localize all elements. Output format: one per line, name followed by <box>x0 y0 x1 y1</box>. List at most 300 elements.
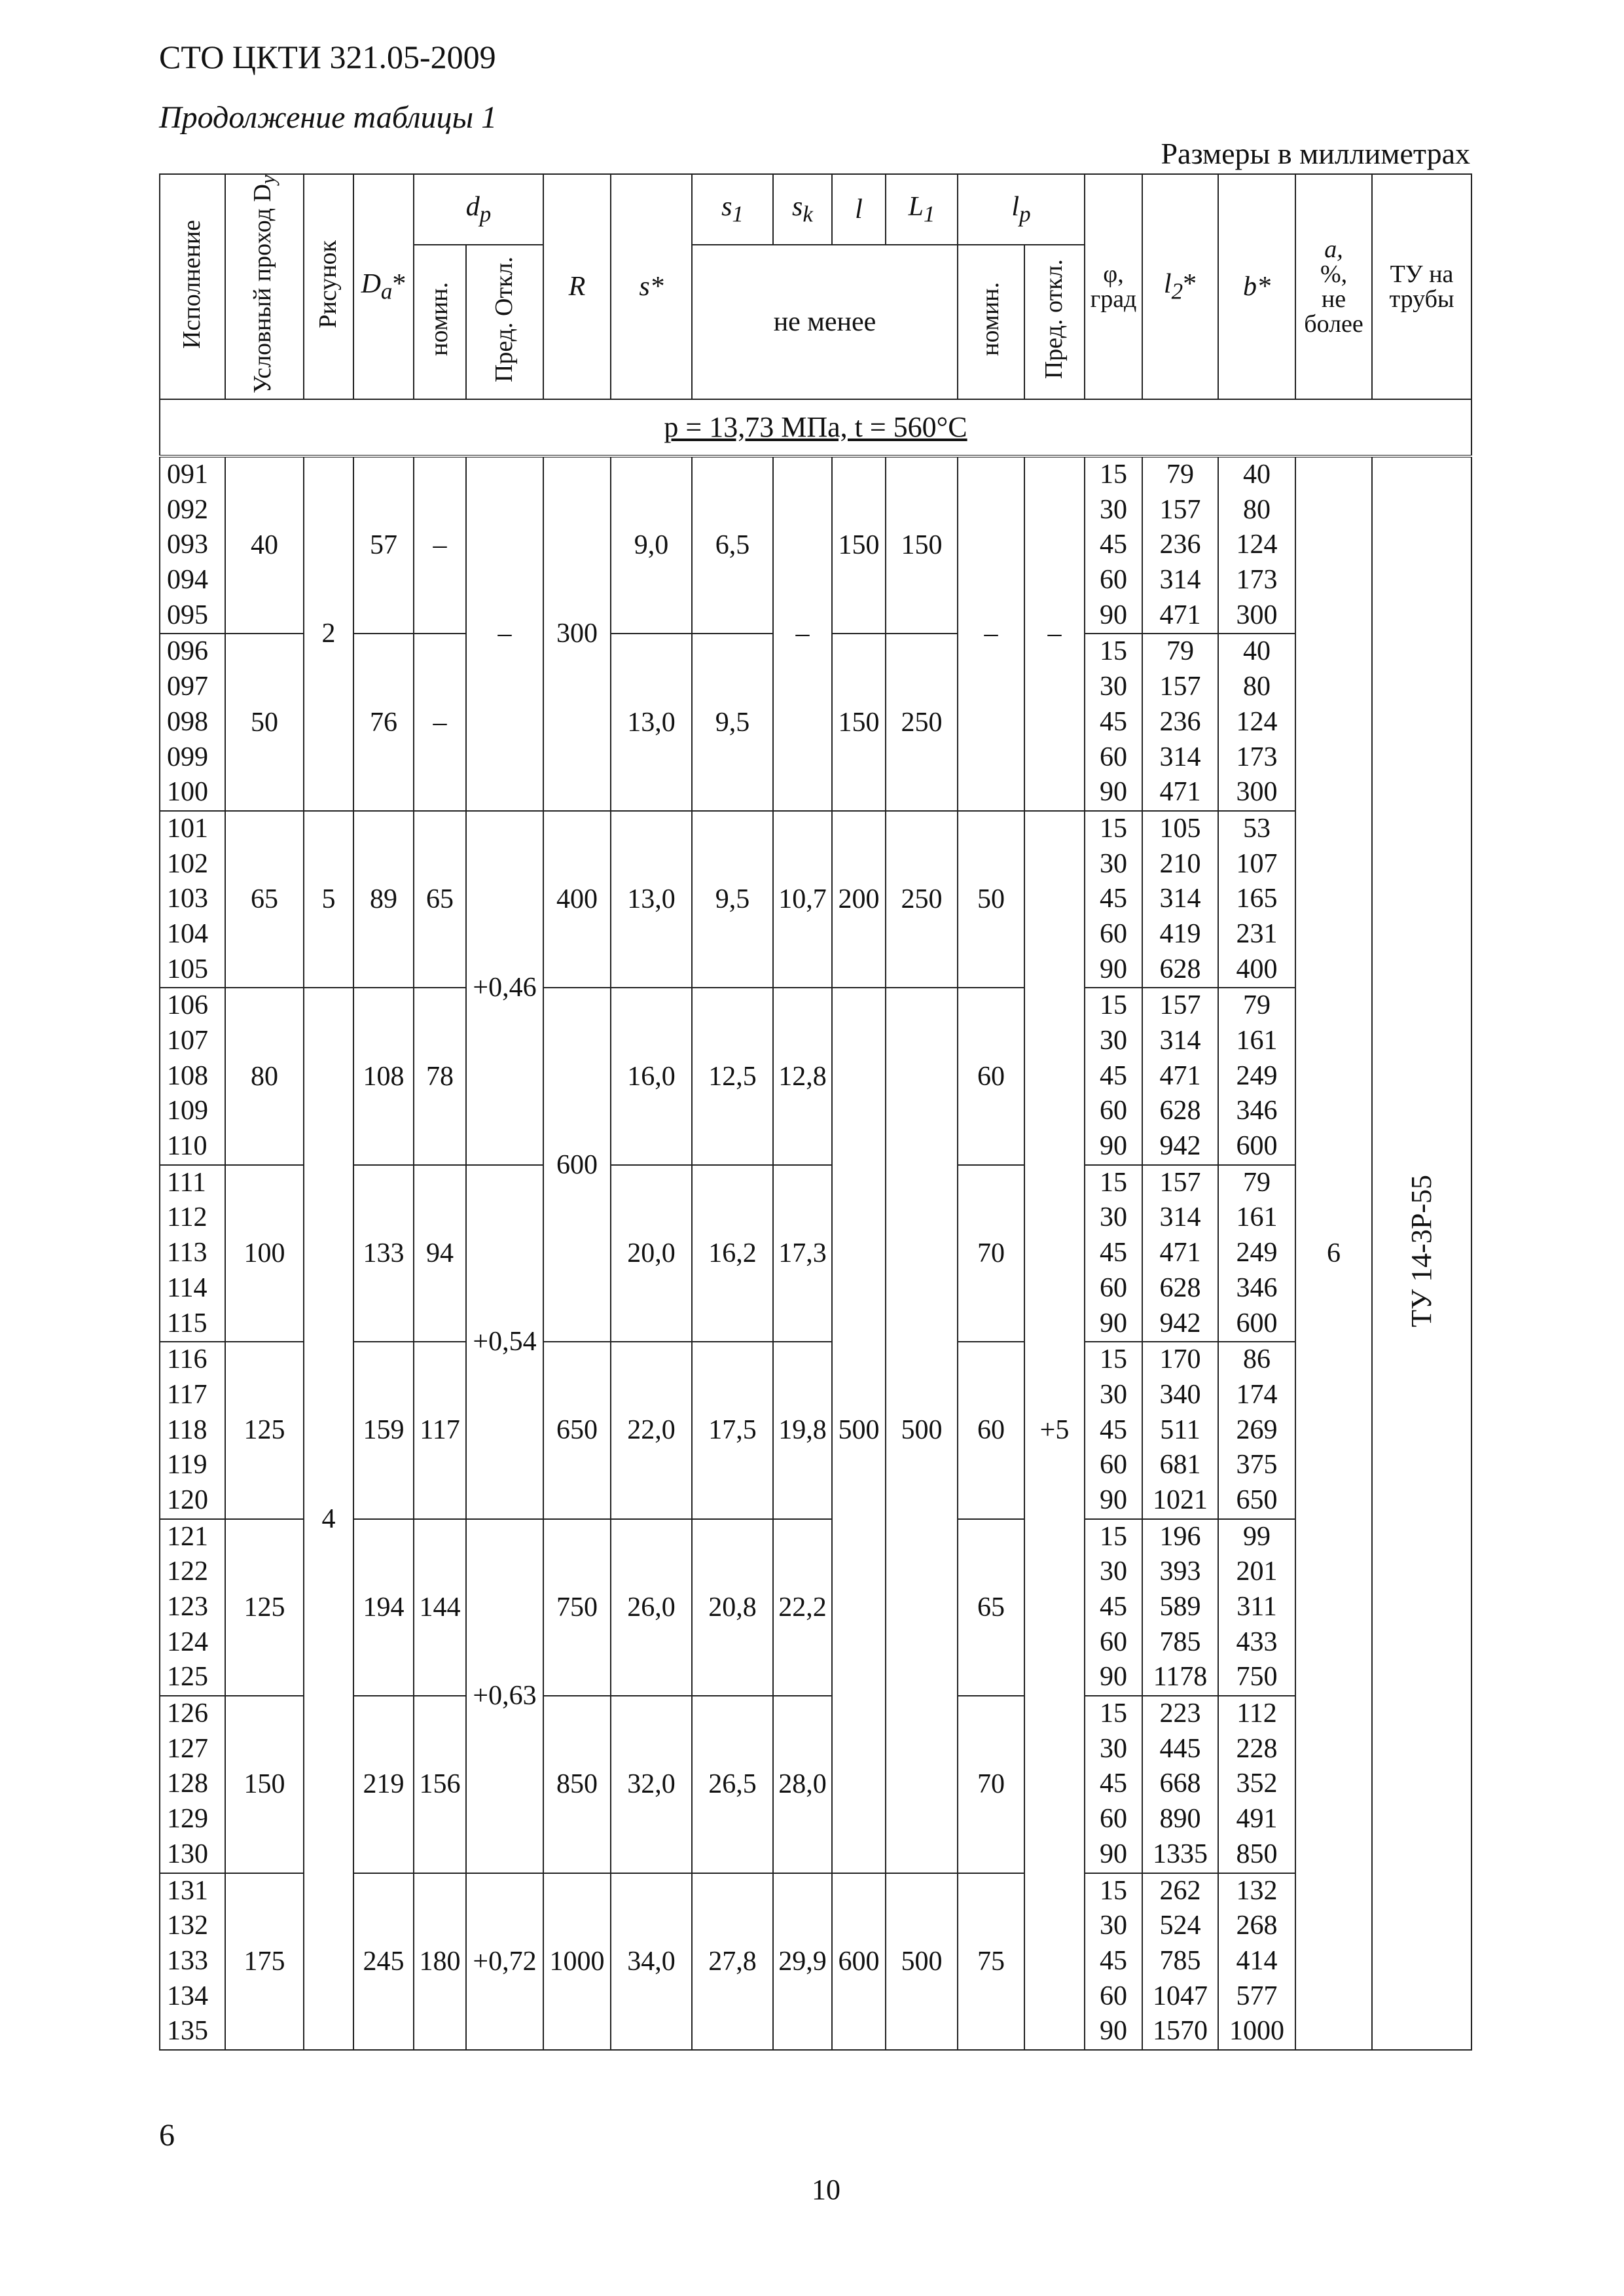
b-line: 414 <box>1236 1945 1278 1976</box>
l2-line: 942 <box>1159 1308 1201 1338</box>
b-line: 40 <box>1243 459 1271 490</box>
b-line: 107 <box>1236 848 1278 879</box>
da-cell: 133 <box>353 1165 414 1342</box>
table-row <box>160 988 1471 1164</box>
s-cell: 26,0 <box>611 1519 692 1696</box>
l-cell: 150 <box>832 634 886 810</box>
col-R: R <box>543 174 611 399</box>
b-line: 346 <box>1236 1272 1278 1303</box>
phi-line: 60 <box>1100 1272 1128 1303</box>
phi-line: 90 <box>1100 954 1128 984</box>
l2-line: 314 <box>1159 1202 1201 1233</box>
phi-line: 45 <box>1100 1592 1128 1623</box>
b-line: 40 <box>1243 636 1271 667</box>
l2-line: 314 <box>1159 742 1201 772</box>
dp-nom-cell: 156 <box>414 1696 466 1873</box>
phi-line: 30 <box>1100 848 1128 879</box>
b-line: 165 <box>1236 884 1278 914</box>
phi-line: 60 <box>1100 1981 1128 2011</box>
phi-line: 45 <box>1100 1768 1128 1799</box>
l2-cell <box>1142 1342 1218 1518</box>
ispolnenie-cell <box>160 1165 225 1342</box>
l2-line: 628 <box>1159 954 1201 984</box>
phi-line: 30 <box>1100 672 1128 702</box>
b-cell <box>1218 988 1295 1164</box>
col-s: s* <box>611 174 692 399</box>
phi-line: 30 <box>1100 1379 1128 1410</box>
b-line: 650 <box>1236 1484 1278 1515</box>
col-risunok: Рисунок <box>304 174 353 399</box>
table-continuation-caption: Продолжение таблицы 1 <box>159 100 497 135</box>
l2-line: 524 <box>1159 1910 1201 1941</box>
b-line: 174 <box>1236 1379 1278 1410</box>
ispolnenie-line: 127 <box>167 1733 208 1764</box>
l2-line: 314 <box>1159 1026 1201 1056</box>
dp-tol-cell: +0,63 <box>466 1519 543 1873</box>
phi-cell <box>1085 1873 1142 2050</box>
risunok-cell: 4 <box>304 988 353 2050</box>
b-line: 80 <box>1243 672 1271 702</box>
l2-line: 196 <box>1159 1521 1201 1552</box>
dp-nom-cell: 144 <box>414 1519 466 1696</box>
phi-line: 30 <box>1100 1026 1128 1056</box>
phi-line: 60 <box>1100 1450 1128 1480</box>
dp-tol-cell: – <box>466 456 543 811</box>
ispolnenie-line: 103 <box>167 884 208 914</box>
col-l: l <box>832 174 886 245</box>
l2-line: 1047 <box>1153 1981 1208 2011</box>
lp-nom-cell: 70 <box>958 1696 1024 1873</box>
phi-line: 30 <box>1100 1733 1128 1764</box>
l2-line: 314 <box>1159 884 1201 914</box>
L1-cell: 250 <box>886 634 958 810</box>
l2-line: 589 <box>1159 1592 1201 1623</box>
L1-cell: 500 <box>886 988 958 1873</box>
b-line: 79 <box>1243 1167 1271 1198</box>
b-line: 850 <box>1236 1839 1278 1869</box>
col-l2: $l_2*$ <box>1142 174 1218 399</box>
section-title: p = 13,73 МПа, t = 560°C <box>160 399 1471 456</box>
l2-line: 157 <box>1159 990 1201 1021</box>
ispolnenie-line: 099 <box>167 742 208 772</box>
b-line: 375 <box>1236 1450 1278 1480</box>
phi-cell <box>1085 1342 1142 1518</box>
phi-line: 60 <box>1100 742 1128 772</box>
r-cell: 650 <box>543 1342 611 1518</box>
l2-line: 157 <box>1159 494 1201 525</box>
phi-line: 15 <box>1100 990 1128 1021</box>
ispolnenie-line: 128 <box>167 1768 208 1799</box>
s1-cell: 9,5 <box>692 634 773 810</box>
da-cell: 219 <box>353 1696 414 1873</box>
sk-cell: 19,8 <box>773 1342 832 1518</box>
s1-cell: 16,2 <box>692 1165 773 1342</box>
b-cell <box>1218 1519 1295 1696</box>
dp-nom-cell: – <box>414 634 466 810</box>
da-cell: 245 <box>353 1873 414 2050</box>
b-line: 600 <box>1236 1308 1278 1338</box>
phi-cell <box>1085 1519 1142 1696</box>
ispolnenie-line: 092 <box>167 494 208 525</box>
s-cell: 16,0 <box>611 988 692 1164</box>
table-row <box>160 456 1471 634</box>
table-header <box>160 174 1471 399</box>
phi-line: 90 <box>1100 777 1128 808</box>
ispolnenie-line: 134 <box>167 1981 208 2011</box>
l2-line: 314 <box>1159 565 1201 596</box>
l2-line: 471 <box>1159 1060 1201 1091</box>
l2-line: 170 <box>1159 1344 1201 1375</box>
dy-cell: 80 <box>225 988 304 1164</box>
ispolnenie-cell <box>160 1342 225 1518</box>
ispolnenie-line: 124 <box>167 1626 208 1657</box>
ispolnenie-line: 114 <box>167 1272 208 1303</box>
phi-line: 30 <box>1100 494 1128 525</box>
col-dp-nom: номин. <box>414 245 466 399</box>
phi-line: 15 <box>1100 1698 1128 1729</box>
l2-cell <box>1142 634 1218 810</box>
ispolnenie-line: 125 <box>167 1662 208 1693</box>
ispolnenie-line: 120 <box>167 1484 208 1515</box>
da-cell: 159 <box>353 1342 414 1518</box>
ispolnenie-line: 096 <box>167 636 208 667</box>
col-Da: $D_a*$ <box>353 174 414 399</box>
phi-line: 60 <box>1100 1804 1128 1835</box>
r-cell: 850 <box>543 1696 611 1873</box>
b-line: 173 <box>1236 565 1278 596</box>
ispolnenie-line: 113 <box>167 1238 208 1268</box>
ispolnenie-line: 129 <box>167 1804 208 1835</box>
b-line: 577 <box>1236 1981 1278 2011</box>
phi-line: 60 <box>1100 1096 1128 1126</box>
phi-line: 45 <box>1100 1060 1128 1091</box>
phi-line: 15 <box>1100 1521 1128 1552</box>
phi-line: 15 <box>1100 1875 1128 1906</box>
l2-line: 419 <box>1159 918 1201 949</box>
sk-cell: 28,0 <box>773 1696 832 1873</box>
s1-cell: 12,5 <box>692 988 773 1164</box>
l2-line: 157 <box>1159 672 1201 702</box>
l2-line: 393 <box>1159 1556 1201 1587</box>
l2-line: 79 <box>1166 459 1195 490</box>
l2-line: 1570 <box>1153 2016 1208 2047</box>
phi-line: 45 <box>1100 706 1128 737</box>
col-ne-menee: не менее <box>692 245 958 399</box>
phi-line: 60 <box>1100 1626 1128 1657</box>
lp-nom-cell: – <box>958 456 1024 811</box>
s-cell: 32,0 <box>611 1696 692 1873</box>
r-cell: 750 <box>543 1519 611 1696</box>
col-dp-pred: Пред. Откл. <box>466 245 543 399</box>
l2-line: 942 <box>1159 1131 1201 1162</box>
l2-cell <box>1142 1519 1218 1696</box>
phi-cell <box>1085 456 1142 634</box>
l2-line: 210 <box>1159 848 1201 879</box>
l2-line: 1335 <box>1153 1839 1208 1869</box>
b-line: 352 <box>1236 1768 1278 1799</box>
b-line: 201 <box>1236 1556 1278 1587</box>
l2-cell <box>1142 1873 1218 2050</box>
lp-nom-cell: 60 <box>958 1342 1024 1518</box>
b-line: 161 <box>1236 1202 1278 1233</box>
ispolnenie-line: 104 <box>167 918 208 949</box>
lp-nom-cell: 65 <box>958 1519 1024 1696</box>
ispolnenie-line: 130 <box>167 1839 208 1869</box>
ispolnenie-line: 107 <box>167 1026 208 1056</box>
b-cell <box>1218 1696 1295 1873</box>
units-note: Размеры в миллиметрах <box>1161 137 1470 170</box>
col-tu: ТУ на трубы <box>1372 174 1471 399</box>
b-line: 491 <box>1236 1804 1278 1835</box>
ispolnenie-cell <box>160 1696 225 1873</box>
phi-line: 15 <box>1100 1344 1128 1375</box>
ispolnenie-line: 117 <box>167 1379 208 1410</box>
phi-line: 90 <box>1100 1484 1128 1515</box>
lp-nom-cell: 60 <box>958 988 1024 1164</box>
s1-cell: 17,5 <box>692 1342 773 1518</box>
s1-cell: 20,8 <box>692 1519 773 1696</box>
phi-cell <box>1085 988 1142 1164</box>
ispolnenie-line: 097 <box>167 672 208 702</box>
b-line: 1000 <box>1229 2016 1285 2047</box>
b-line: 249 <box>1236 1060 1278 1091</box>
phi-cell <box>1085 1696 1142 1873</box>
b-line: 600 <box>1236 1131 1278 1162</box>
s1-cell: 27,8 <box>692 1873 773 2050</box>
col-b: b* <box>1218 174 1295 399</box>
sk-cell: 22,2 <box>773 1519 832 1696</box>
table-row <box>160 1519 1471 1696</box>
table-row <box>160 1696 1471 1873</box>
phi-line: 45 <box>1100 529 1128 560</box>
ispolnenie-line: 122 <box>167 1556 208 1587</box>
l2-line: 1178 <box>1153 1662 1208 1693</box>
da-cell: 194 <box>353 1519 414 1696</box>
ispolnenie-line: 110 <box>167 1131 208 1162</box>
l2-line: 785 <box>1159 1945 1201 1976</box>
phi-line: 90 <box>1100 600 1128 630</box>
phi-line: 45 <box>1100 1945 1128 1976</box>
phi-line: 15 <box>1100 636 1128 667</box>
ispolnenie-line: 119 <box>167 1450 208 1480</box>
col-a: a, %, не более <box>1295 174 1372 399</box>
s-cell: 20,0 <box>611 1165 692 1342</box>
l2-line: 157 <box>1159 1167 1201 1198</box>
phi-cell <box>1085 634 1142 810</box>
col-lp-pred: Пред. откл. <box>1024 245 1085 399</box>
l2-cell <box>1142 988 1218 1164</box>
spec-table <box>159 173 1472 2051</box>
lp-nom-cell: 70 <box>958 1165 1024 1342</box>
b-line: 228 <box>1236 1733 1278 1764</box>
da-cell: 108 <box>353 988 414 1164</box>
s-cell: 34,0 <box>611 1873 692 2050</box>
b-line: 161 <box>1236 1026 1278 1056</box>
ispolnenie-line: 108 <box>167 1060 208 1091</box>
col-lp-nom: номин. <box>958 245 1024 399</box>
dp-nom-cell: – <box>414 456 466 634</box>
b-line: 99 <box>1243 1521 1271 1552</box>
b-line: 80 <box>1243 494 1271 525</box>
col-phi: φ, град <box>1085 174 1142 399</box>
lp-tol-cell: +5 <box>1024 811 1085 2050</box>
l2-cell <box>1142 811 1218 988</box>
l2-cell <box>1142 1165 1218 1342</box>
phi-line: 45 <box>1100 884 1128 914</box>
col-lp: $l_p$ <box>958 174 1085 245</box>
b-line: 132 <box>1236 1875 1278 1906</box>
b-line: 268 <box>1236 1910 1278 1941</box>
s-cell: 22,0 <box>611 1342 692 1518</box>
da-cell: 57 <box>353 456 414 634</box>
b-cell <box>1218 1342 1295 1518</box>
b-line: 269 <box>1236 1414 1278 1445</box>
ispolnenie-line: 098 <box>167 706 208 737</box>
l2-line: 511 <box>1160 1414 1200 1445</box>
phi-line: 45 <box>1100 1238 1128 1268</box>
ispolnenie-line: 118 <box>167 1414 208 1445</box>
ispolnenie-line: 111 <box>167 1167 206 1198</box>
ispolnenie-cell <box>160 634 225 810</box>
L1-cell: 250 <box>886 811 958 988</box>
phi-line: 90 <box>1100 1308 1128 1338</box>
b-line: 173 <box>1236 742 1278 772</box>
dp-nom-cell: 94 <box>414 1165 466 1342</box>
da-cell: 76 <box>353 634 414 810</box>
r-cell: 400 <box>543 811 611 988</box>
b-line: 124 <box>1236 706 1278 737</box>
b-cell <box>1218 634 1295 810</box>
s1-cell: 9,5 <box>692 811 773 988</box>
phi-cell <box>1085 1165 1142 1342</box>
dy-cell: 125 <box>225 1342 304 1518</box>
phi-line: 60 <box>1100 565 1128 596</box>
dy-cell: 100 <box>225 1165 304 1342</box>
b-line: 300 <box>1236 777 1278 808</box>
ispolnenie-line: 106 <box>167 990 208 1021</box>
r-cell: 1000 <box>543 1873 611 2050</box>
col-dp: $d_p$ <box>414 174 543 245</box>
l2-line: 445 <box>1159 1733 1201 1764</box>
l2-line: 223 <box>1159 1698 1201 1729</box>
ispolnenie-line: 133 <box>167 1945 208 1976</box>
dp-tol-cell: +0,46 <box>466 811 543 1165</box>
b-line: 300 <box>1236 600 1278 630</box>
tu-value: ТУ 14-3Р-55 <box>1405 1174 1438 1327</box>
phi-line: 15 <box>1100 1167 1128 1198</box>
dp-tol-cell: +0,72 <box>466 1873 543 2050</box>
l2-line: 785 <box>1159 1626 1201 1657</box>
ispolnenie-line: 132 <box>167 1910 208 1941</box>
r-cell: 600 <box>543 988 611 1342</box>
l-cell: 600 <box>832 1873 886 2050</box>
phi-cell <box>1085 811 1142 988</box>
ispolnenie-line: 123 <box>167 1592 208 1623</box>
b-line: 112 <box>1236 1698 1277 1729</box>
phi-line: 60 <box>1100 918 1128 949</box>
s-cell: 13,0 <box>611 634 692 810</box>
b-line: 249 <box>1236 1238 1278 1268</box>
b-line: 124 <box>1236 529 1278 560</box>
ispolnenie-line: 091 <box>167 459 208 490</box>
phi-line: 45 <box>1100 1414 1128 1445</box>
b-cell <box>1218 811 1295 988</box>
phi-line: 15 <box>1100 459 1128 490</box>
ispolnenie-line: 102 <box>167 848 208 879</box>
l-cell: 500 <box>832 988 886 1873</box>
l2-line: 1021 <box>1153 1484 1208 1515</box>
b-cell <box>1218 1873 1295 2050</box>
risunok-cell: 5 <box>304 811 353 988</box>
l-cell: 200 <box>832 811 886 988</box>
table-row <box>160 1873 1471 2050</box>
l2-line: 105 <box>1159 813 1201 844</box>
l2-line: 471 <box>1159 600 1201 630</box>
a-cell: 6 <box>1295 456 1372 2050</box>
dp-nom-cell: 117 <box>414 1342 466 1518</box>
l2-line: 890 <box>1159 1804 1201 1835</box>
dy-cell: 65 <box>225 811 304 988</box>
l-cell: 150 <box>832 456 886 634</box>
page-mark-left: 6 <box>159 2118 175 2153</box>
col-uslovny-prohod: Условный проход $D_y$ <box>225 174 304 399</box>
phi-line: 90 <box>1100 1131 1128 1162</box>
b-line: 53 <box>1243 813 1271 844</box>
phi-line: 90 <box>1100 2016 1128 2047</box>
l2-line: 471 <box>1159 1238 1201 1268</box>
l2-line: 236 <box>1159 529 1201 560</box>
sk-cell: – <box>773 456 832 811</box>
ispolnenie-line: 095 <box>167 600 208 630</box>
b-line: 231 <box>1236 918 1278 949</box>
b-cell <box>1218 1165 1295 1342</box>
ispolnenie-line: 101 <box>167 813 208 844</box>
b-line: 750 <box>1236 1662 1278 1693</box>
l2-line: 236 <box>1159 706 1201 737</box>
l2-line: 471 <box>1159 777 1201 808</box>
dp-nom-cell: 78 <box>414 988 466 1164</box>
sk-cell: 12,8 <box>773 988 832 1164</box>
sk-cell: 17,3 <box>773 1165 832 1342</box>
ispolnenie-line: 115 <box>167 1308 208 1338</box>
sk-cell: 29,9 <box>773 1873 832 2050</box>
dp-nom-cell: 180 <box>414 1873 466 2050</box>
ispolnenie-line: 094 <box>167 565 208 596</box>
ispolnenie-cell <box>160 1873 225 2050</box>
col-L1: $L_1$ <box>886 174 958 245</box>
ispolnenie-line: 135 <box>167 2016 208 2047</box>
dy-cell: 150 <box>225 1696 304 1873</box>
l2-line: 628 <box>1159 1096 1201 1126</box>
s1-cell: 26,5 <box>692 1696 773 1873</box>
b-cell <box>1218 456 1295 634</box>
l2-cell <box>1142 1696 1218 1873</box>
table-row <box>160 1342 1471 1518</box>
ispolnenie-cell <box>160 811 225 988</box>
phi-line: 15 <box>1100 813 1128 844</box>
table-row <box>160 811 1471 988</box>
ispolnenie-line: 126 <box>167 1698 208 1729</box>
phi-line: 30 <box>1100 1556 1128 1587</box>
ispolnenie-line: 105 <box>167 954 208 984</box>
page-number: 10 <box>812 2174 840 2206</box>
l2-line: 681 <box>1159 1450 1201 1480</box>
sk-cell: 10,7 <box>773 811 832 988</box>
col-sk: $s_k$ <box>773 174 832 245</box>
l2-line: 340 <box>1159 1379 1201 1410</box>
table-row <box>160 1165 1471 1342</box>
ispolnenie-cell <box>160 456 225 634</box>
